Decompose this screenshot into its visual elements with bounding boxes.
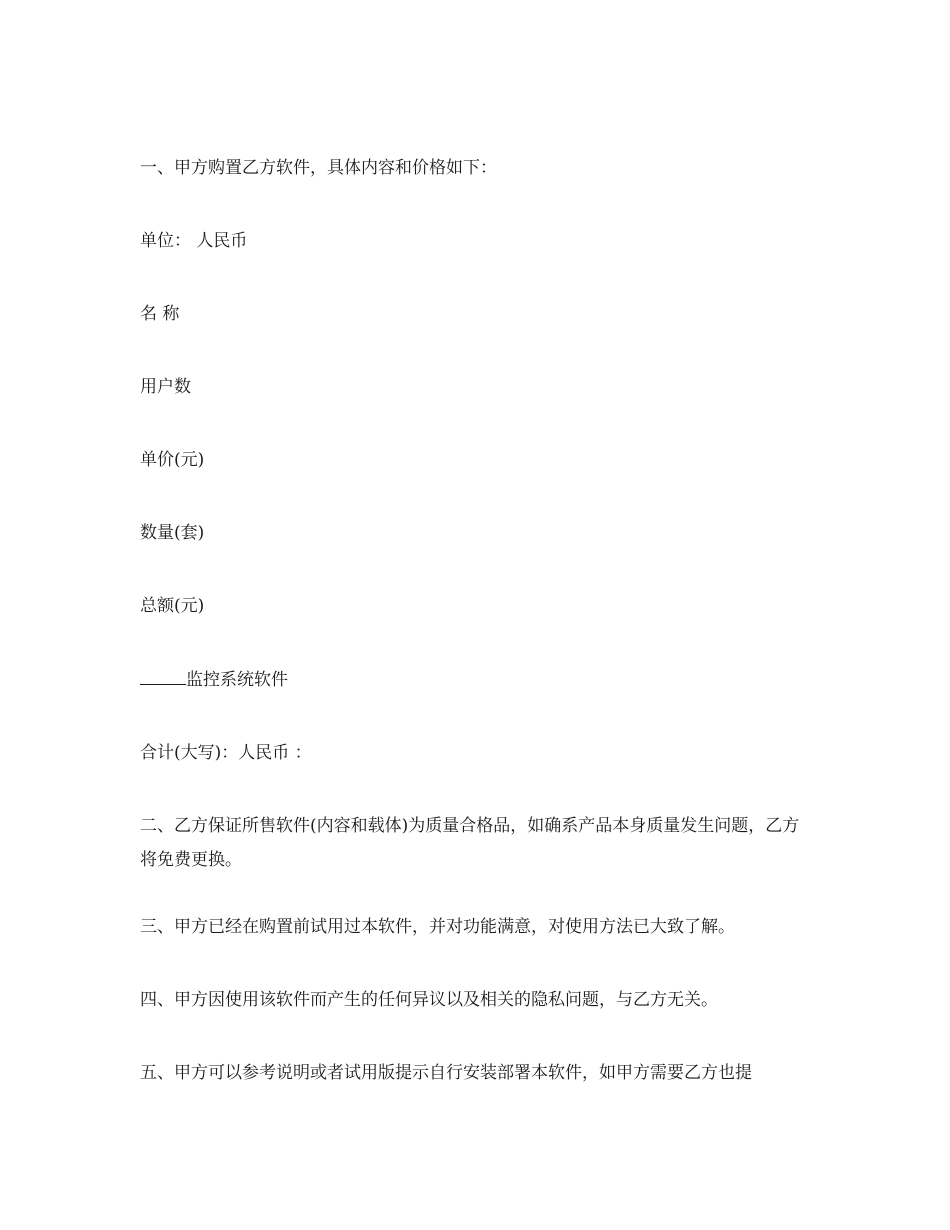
clause-1-intro: 一、甲方购置乙方软件，具体内容和价格如下： (140, 158, 497, 178)
column-quantity: 数量(套) (140, 523, 205, 543)
clause-5: 五、甲方可以参考说明或者试用版提示自行安装部署本软件，如甲方需要乙方也提 (140, 1063, 752, 1083)
column-unit-price: 单价(元) (140, 450, 205, 470)
product-line (140, 667, 816, 693)
total-line: 合计(大写)：人民币 ： (140, 743, 312, 763)
currency-unit: 单位： 人民币 (140, 231, 248, 251)
clause-2: 二、乙方保证所售软件(内容和载体)为质量合格品，如确系产品本身质量发生问题，乙方将免费更换。 (140, 816, 800, 870)
column-users: 用户数 (140, 377, 191, 397)
column-total: 总额(元) (140, 596, 205, 616)
clause-4: 四、甲方因使用该软件而产生的任何异议以及相关的隐私问题，与乙方无关。 (140, 990, 718, 1010)
document-body (140, 156, 816, 1134)
product-name: 监控系统软件 (186, 670, 288, 690)
fill-in-blank (140, 667, 186, 685)
column-name: 名 称 (140, 304, 180, 324)
clause-3: 三、甲方已经在购置前试用过本软件，并对功能满意，对使用方法已大致了解。 (140, 917, 735, 937)
